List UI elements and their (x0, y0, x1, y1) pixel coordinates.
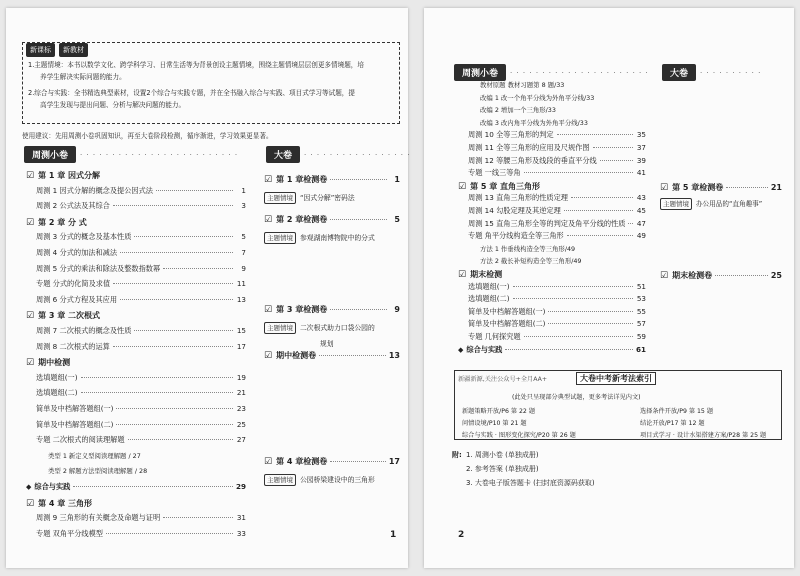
entry-title: 简单及中档解答题组(二) (468, 319, 546, 329)
leader-dots (120, 252, 233, 253)
entry-title: 二次根式助力口袋公园的 (300, 324, 375, 332)
leader-dots (593, 147, 633, 148)
entry-title: 改编 1 改一个角平分线为外角平分线/33 (480, 93, 595, 102)
page-ref: 21 (236, 388, 246, 398)
leader-dots (116, 408, 233, 409)
page-ref: 27 (236, 435, 246, 445)
page-ref: 39 (636, 155, 646, 165)
entry-title: 第 2 章检测卷 (276, 215, 328, 224)
practice-entry[interactable] (450, 345, 646, 355)
page-ref: 9 (394, 305, 400, 314)
entry-title: 类型 2 解题方法型阅读理解题 / 28 (48, 467, 148, 476)
index-prefix: 新疆新源,关注公众号+全月AA+ (458, 376, 548, 383)
quiz-entry[interactable] (18, 342, 246, 352)
leader-dots (557, 134, 633, 135)
big-test-header (266, 146, 410, 163)
checkbox-icon: ☑ (264, 175, 273, 185)
chapter-entry[interactable] (18, 357, 246, 368)
attach-title: 附: (452, 451, 462, 459)
chapter-entry[interactable] (18, 310, 246, 321)
entry-title: 期末检测 (470, 270, 503, 279)
page-ref: 1 (394, 175, 400, 184)
page-ref: 49 (636, 231, 646, 241)
entry-title: 专题 双角平分线模型 (36, 528, 103, 538)
checkbox-icon: ☑ (26, 311, 35, 322)
quiz-entry[interactable] (450, 294, 646, 304)
subtype-entry[interactable] (18, 451, 246, 460)
toc-right-column (264, 174, 400, 484)
entry-title: 第 2 章 分 式 (38, 217, 87, 227)
theme-tag: 主题情境 (264, 192, 296, 204)
page-ref: 17 (388, 457, 400, 466)
index-item: 选择条件开放/P9 第 15 题 (640, 408, 714, 415)
page-ref: 13 (388, 351, 400, 360)
page-ref: 17 (236, 341, 246, 351)
tab-new-curriculum: 新课标 (26, 43, 55, 57)
index-item: 结论开放/P17 第 12 题 (640, 420, 705, 427)
leader-dots (567, 235, 633, 236)
quiz-entry[interactable] (18, 326, 246, 336)
index-note: (此处只呈现部分典型试题，更多考法详见内文) (512, 394, 641, 401)
quiz-entry[interactable] (450, 143, 646, 153)
entry-title: 周测 10 全等三角形的判定 (468, 130, 554, 140)
index-item: 项目式学习 · 设计水渠搭建方案/P28 第 25 题 (640, 432, 767, 439)
leader-dots (106, 533, 233, 534)
index-item: 综合与实践 · 图形变化探究/P20 第 26 题 (462, 432, 576, 439)
big-test-label: 大卷 (662, 64, 696, 81)
leader-dots (571, 197, 633, 198)
quiz-entry[interactable] (18, 513, 246, 523)
leader-dots (505, 349, 633, 350)
weekly-quiz-header (24, 146, 238, 163)
entry-title: 专题 几何探究题 (468, 332, 521, 341)
page-ref: 13 (236, 294, 246, 304)
entry-title: 周测 3 分式的概念及基本性质 (36, 232, 132, 242)
page-ref: 47 (636, 218, 646, 228)
quiz-entry[interactable] (450, 319, 646, 329)
header-dots: · · · · · · · · · · · · · · · · · · · · · · · · · (80, 150, 239, 159)
entry-title: 第 5 章 直角三角形 (470, 181, 540, 191)
quiz-entry[interactable] (450, 219, 646, 229)
chapter-entry[interactable] (450, 181, 646, 192)
entry-title: 周测 8 二次根式的运算 (36, 341, 110, 351)
entry-title: 方法 2 截长补短构造全等三角形/49 (480, 257, 582, 266)
checkbox-icon: ☑ (458, 270, 467, 280)
quiz-entry[interactable] (18, 248, 246, 258)
exam-entry[interactable] (264, 174, 400, 185)
leader-dots (524, 172, 633, 173)
page-ref: 45 (636, 206, 646, 215)
page-ref: 25 (236, 419, 246, 429)
page-ref: 5 (241, 232, 246, 242)
page-ref: 43 (636, 193, 646, 203)
header-dots: · · · · · · · · · · (700, 68, 762, 77)
usage-tip: 使用建议：先用周测小卷巩固知识，再至大卷阶段检测，循序渐进，学习效果更显著。 (22, 132, 273, 140)
entry-title: 简单及中档解答题组(一) (468, 306, 546, 316)
chapter-entry[interactable] (450, 269, 646, 280)
theme-entry[interactable] (264, 338, 400, 348)
quiz-entry[interactable] (18, 186, 246, 196)
page-ref: 7 (241, 248, 246, 257)
quiz-entry[interactable] (450, 282, 646, 292)
entry-title: 周测 1 因式分解的概念及提公因式法 (36, 185, 153, 195)
attach-item: 3. 大卷电子版答题卡 (扫封底资源码获取) (466, 479, 595, 487)
page-ref: 57 (636, 319, 646, 329)
chapter-entry[interactable] (18, 217, 246, 228)
checkbox-icon: ☑ (26, 358, 35, 369)
subtype-entry[interactable] (450, 93, 646, 102)
checkbox-icon: ☑ (458, 181, 467, 192)
feature-line: 2.综合与实践：全书精选典型素材，设置2个综合与实践专题，并在全书融入综合与实践、项目式学习等试题，提 (28, 89, 355, 97)
page-number-2: 2 (458, 530, 465, 540)
checkbox-icon: ☑ (660, 271, 669, 281)
entry-title: 专题 角平分线构造全等三角形 (468, 231, 564, 241)
diamond-icon: ◆ (458, 345, 464, 354)
leader-dots (134, 236, 233, 237)
leader-dots (163, 268, 233, 269)
subtype-entry[interactable] (450, 105, 646, 114)
leader-dots (600, 160, 633, 161)
exam-entry[interactable] (264, 350, 400, 361)
page-ref: 61 (635, 344, 646, 354)
toc-left-column (18, 170, 246, 540)
weekly-quiz-label: 周测小卷 (454, 64, 506, 81)
entry-title: 专题 一线三等角 (468, 168, 521, 178)
page-ref: 21 (770, 183, 782, 192)
quiz-entry[interactable] (18, 264, 246, 274)
leader-dots (156, 190, 233, 191)
leader-dots (513, 298, 633, 299)
entry-title: 综合与实践 (466, 344, 503, 354)
page-ref: 41 (636, 168, 646, 178)
page-ref: 19 (236, 372, 246, 382)
chapter-entry[interactable] (18, 170, 246, 181)
entry-title: 改编 2 增加一个三角形/33 (480, 106, 556, 115)
header-dots: · · · · · · · · · · · · · · · · · · · · · · (510, 68, 649, 77)
exam-entry[interactable] (264, 214, 400, 225)
leader-dots (726, 187, 768, 188)
page-ref: 35 (636, 130, 646, 140)
theme-entry[interactable] (264, 232, 400, 244)
entry-title: 周测 6 分式方程及其应用 (36, 294, 118, 304)
leader-dots (548, 311, 633, 312)
page-ref: 59 (636, 332, 646, 341)
quiz-entry[interactable] (18, 279, 246, 289)
entry-title: 改编 3 改内角平分线为外角平分线/33 (480, 118, 588, 127)
leader-dots (330, 219, 387, 220)
entry-title: 第 1 章检测卷 (276, 175, 328, 184)
page-ref: 53 (636, 294, 646, 304)
entry-title: 周测 9 三角形的有关概念及命题与证明 (36, 513, 161, 523)
checkbox-icon: ☑ (660, 183, 669, 193)
entry-title: 参观湖南博物院中的分式 (300, 234, 375, 242)
entry-title: 周测 13 直角三角形的性质定理 (468, 193, 568, 203)
entry-title: 公园桥梁建设中的三角形 (300, 476, 375, 484)
leader-dots (163, 517, 233, 518)
quiz-entry[interactable] (450, 130, 646, 140)
entry-title: 第 5 章检测卷 (672, 183, 724, 192)
entry-title: 期中检测卷 (276, 351, 317, 360)
page-ref: 23 (236, 404, 246, 413)
entry-title: 综合与实践 (34, 482, 71, 491)
leader-dots (128, 439, 233, 440)
checkbox-icon: ☑ (26, 217, 35, 228)
quiz-entry[interactable] (450, 332, 646, 342)
entry-title: 周测 11 全等三角形的应用及尺规作图 (468, 143, 590, 152)
checkbox-icon: ☑ (264, 305, 273, 315)
theme-tag: 主题情境 (660, 198, 692, 210)
checkbox-icon: ☑ (26, 498, 35, 509)
exam-entry[interactable] (660, 182, 782, 193)
big-test-label: 大卷 (266, 146, 300, 163)
quiz-entry[interactable] (450, 231, 646, 241)
quiz-entry[interactable] (450, 156, 646, 166)
entry-title: 简单及中档解答题组(一) (36, 404, 114, 413)
theme-entry[interactable] (264, 474, 400, 486)
leader-dots (513, 286, 633, 287)
tab-new-textbook: 新教材 (59, 43, 88, 57)
entry-title: 选填题组(二) (468, 294, 510, 304)
leader-dots (81, 377, 233, 378)
theme-entry[interactable] (264, 192, 400, 204)
checkbox-icon: ☑ (264, 457, 273, 467)
entry-title: 期中检测 (38, 358, 71, 368)
toc-right-column-2 (660, 182, 782, 292)
entry-title: 简单及中档解答题组(二) (36, 419, 114, 429)
quiz-entry[interactable] (450, 307, 646, 317)
entry-title: 周测 7 二次根式的概念及性质 (36, 326, 132, 335)
entry-title: “因式分解”密码法 (300, 194, 355, 202)
feature-line: 1.主题情境：本书以数学文化、跨学科学习、日常生活等为背景创设主题情境，围绕主题情境层层创更多情境题，培 (28, 61, 364, 69)
leader-dots (564, 210, 633, 211)
subtype-entry[interactable] (18, 466, 246, 475)
exam-entry[interactable] (660, 270, 782, 281)
exam-entry[interactable] (264, 304, 400, 315)
entry-title: 类型 1 新定义型阅读理解题 / 27 (48, 451, 141, 460)
leader-dots (81, 392, 233, 393)
quiz-entry[interactable] (18, 373, 246, 383)
entry-title: 选填题组(二) (36, 388, 78, 398)
entry-title: 周测 2 公式法及其综合 (36, 201, 110, 211)
leader-dots (330, 309, 387, 310)
entry-title: 周测 14 勾股定理及其逆定理 (468, 206, 561, 215)
feature-line: 高学生发现与提出问题、分析与解决问题的能力。 (40, 101, 186, 109)
practice-entry[interactable] (18, 482, 246, 492)
quiz-entry[interactable] (450, 206, 646, 216)
leader-dots (524, 336, 633, 337)
page-number: 1 (390, 530, 397, 540)
quiz-entry[interactable] (18, 295, 246, 305)
quiz-entry[interactable] (18, 435, 246, 445)
index-item: 问情设境/P10 第 21 题 (462, 420, 527, 427)
feature-line: 养学生解决实际问题的能力。 (40, 73, 126, 81)
attach-item: 1. 周测小卷 (单独成册) (466, 451, 539, 459)
leader-dots (113, 283, 233, 284)
page-ref: 11 (236, 279, 246, 289)
diamond-icon: ◆ (26, 483, 32, 491)
attach-item: 2. 参考答案 (单独成册) (466, 465, 539, 473)
leader-dots (113, 205, 233, 206)
checkbox-icon: ☑ (264, 215, 273, 225)
leader-dots (330, 179, 387, 180)
page-ref: 15 (236, 326, 246, 335)
leader-dots (134, 330, 233, 331)
entry-title: 第 1 章 因式分解 (38, 171, 100, 180)
page-ref: 5 (394, 215, 400, 224)
page-ref: 55 (636, 306, 646, 316)
exam-entry[interactable] (264, 456, 400, 467)
quiz-entry[interactable] (18, 404, 246, 414)
entry-title: 第 4 章检测卷 (276, 457, 328, 466)
subtype-entry[interactable] (450, 118, 646, 127)
leader-dots (319, 355, 386, 356)
quiz-entry[interactable] (450, 168, 646, 178)
entry-title: 期末检测卷 (672, 271, 713, 280)
entry-title: 第 3 章 二次根式 (38, 311, 100, 321)
theme-tag: 主题情境 (264, 474, 296, 486)
page-ref: 9 (241, 263, 246, 273)
entry-title: 周测 15 直角三角形全等的判定及角平分线的性质 (468, 218, 626, 228)
leader-dots (113, 346, 233, 347)
page-ref: 1 (241, 185, 246, 195)
page-ref: 25 (770, 271, 782, 280)
leader-dots (330, 461, 386, 462)
leader-dots (715, 275, 768, 276)
quiz-entry[interactable] (18, 529, 246, 539)
page-ref: 33 (236, 528, 246, 538)
theme-entry[interactable] (264, 322, 400, 334)
entry-title: 周测 12 等腰三角形及线段的垂直平分线 (468, 155, 597, 165)
checkbox-icon: ☑ (26, 171, 35, 181)
header-dots: · · · · · · · · · · · · · · · · · (304, 150, 411, 159)
page-ref: 37 (636, 143, 646, 152)
leader-dots (628, 223, 633, 224)
page-ref: 31 (236, 513, 246, 523)
features-tabs (26, 43, 88, 57)
theme-tag: 主题情境 (264, 322, 296, 334)
entry-title: 专题 分式的化简及求值 (36, 279, 111, 289)
entry-title: 周测 5 分式的乘法和除法及整数指数幂 (36, 263, 161, 273)
leader-dots (116, 424, 233, 425)
entry-title: 教材原题 教材习题第 8 题/33 (480, 81, 565, 89)
quiz-entry[interactable] (18, 232, 246, 242)
theme-tag: 主题情境 (264, 232, 296, 244)
big-test-header-2 (662, 64, 761, 81)
leader-dots (120, 299, 233, 300)
page-ref: 3 (241, 201, 246, 211)
entry-title: 规划 (320, 340, 334, 348)
page-ref: 29 (235, 482, 246, 491)
quiz-entry[interactable] (18, 388, 246, 398)
index-item: 新题策略开放/P6 第 22 题 (462, 408, 536, 415)
entry-title: 第 3 章检测卷 (276, 305, 328, 314)
page-ref: 51 (636, 281, 646, 291)
subtype-entry[interactable] (450, 244, 646, 253)
quiz-entry[interactable] (450, 193, 646, 203)
toc-left-column-2 (450, 80, 646, 360)
theme-entry[interactable] (660, 198, 782, 210)
leader-dots (548, 323, 633, 324)
entry-title: 周测 4 分式的加法和减法 (36, 248, 118, 257)
quiz-entry[interactable] (18, 201, 246, 211)
entry-title: 选填题组(一) (36, 372, 78, 382)
entry-title: 专题 二次根式的阅读理解题 (36, 435, 125, 445)
weekly-quiz-label: 周测小卷 (24, 146, 76, 163)
index-title: 大卷中考新考法索引 (576, 372, 656, 385)
subtype-entry[interactable] (450, 80, 646, 89)
entry-title: 选填题组(一) (468, 281, 510, 291)
quiz-entry[interactable] (18, 420, 246, 430)
entry-title: 第 4 章 三角形 (38, 498, 92, 508)
leader-dots (73, 486, 233, 487)
entry-title: 方法 1 作垂线构造全等三角形/49 (480, 244, 576, 253)
chapter-entry[interactable] (18, 498, 246, 509)
entry-title: 办公用品的“直角趣事” (696, 200, 763, 208)
weekly-quiz-header-2 (454, 64, 649, 81)
subtype-entry[interactable] (450, 256, 646, 265)
checkbox-icon: ☑ (264, 351, 273, 361)
